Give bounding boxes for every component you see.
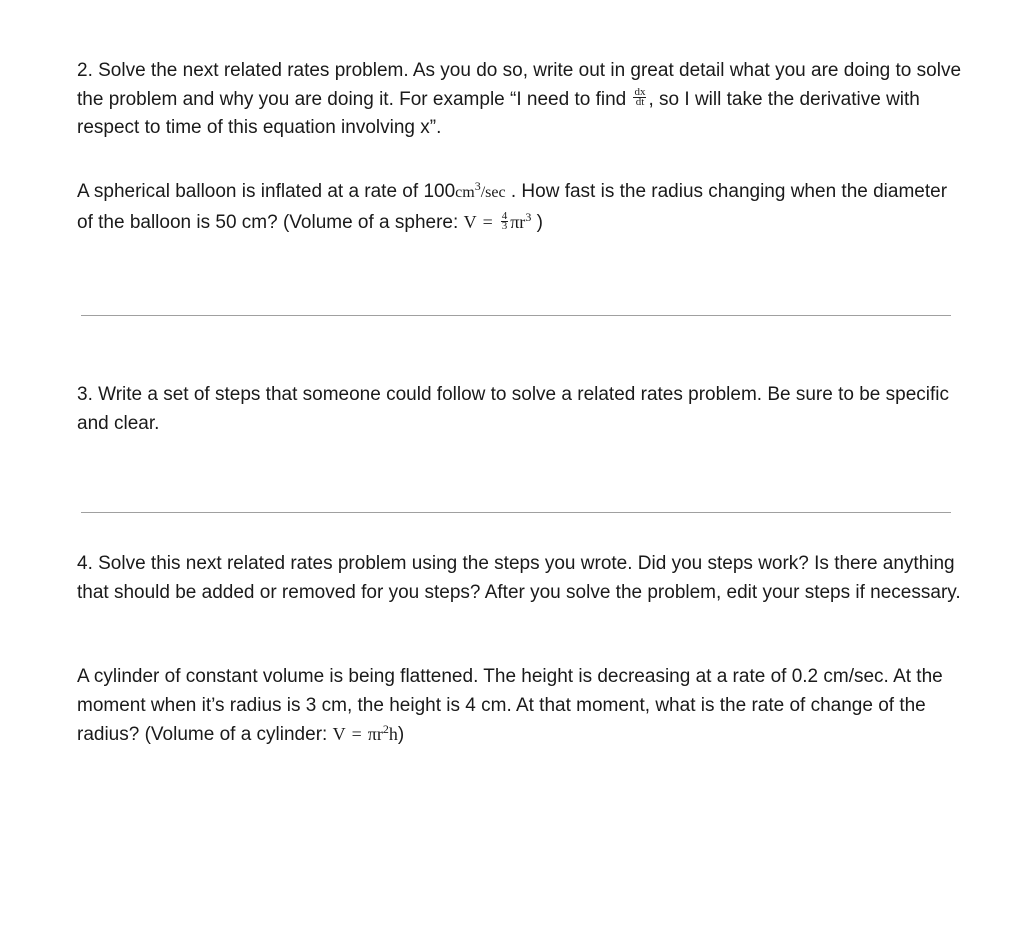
question-2-intro-end: , so I will take the derivative with respect to time of this equation involving x”.	[77, 88, 920, 138]
dt-denominator: dt	[635, 95, 645, 108]
question-2-instructions	[77, 57, 967, 143]
cylinder-formula-close: )	[397, 724, 405, 745]
question-4-instructions: 4. Solve this next related rates problem using the steps you wrote. Did you steps work? Is there anything that should be added or removed for you steps? After you solve the problem, edit your steps if necessary.	[77, 553, 961, 603]
inflation-rate-unit: $cm^3/\sec$	[455, 179, 506, 201]
dx-numerator: dx	[634, 85, 646, 98]
question-2-intro: 2. Solve the next related rates problem. As you do so, write out in great detail what you are doing to solve the problem and why you are doing it. For example “I need to find	[77, 60, 962, 110]
question-2-problem	[77, 178, 967, 237]
balloon-problem-start: A spherical balloon is inflated at a rate of	[77, 181, 419, 202]
question-3: 3. Write a set of steps that someone could follow to solve a related rates problem. Be sure to be specific and clear.	[77, 384, 949, 434]
question-4-problem	[77, 663, 967, 750]
cylinder-volume-formula: $V = \pi r^2h$	[332, 722, 398, 744]
four-thirds-fraction: $\frac{4}{3}$	[501, 209, 508, 232]
sphere-volume-formula: V = $\frac{4}{3}$ $\pi r^3$	[463, 209, 532, 232]
divider-2	[81, 512, 951, 513]
cylinder-problem-text: A cylinder of constant volume is being flattened. The height is decreasing at a rate of 0.2 cm/sec. At the moment when it’s radius is 3 cm, the height is 4 cm. At that moment, what is the rate of change of the radius? (Volume of a cylinder:	[77, 666, 943, 745]
balloon-problem-rest: . How fast is the radius changing when the diameter of the balloon is 50 cm? (Volume of a sphere:	[77, 181, 948, 233]
dx-dt-fraction	[633, 85, 646, 108]
inflation-rate-value: 100	[423, 181, 456, 202]
sphere-formula-close: )	[536, 211, 543, 233]
divider-1	[81, 315, 951, 316]
